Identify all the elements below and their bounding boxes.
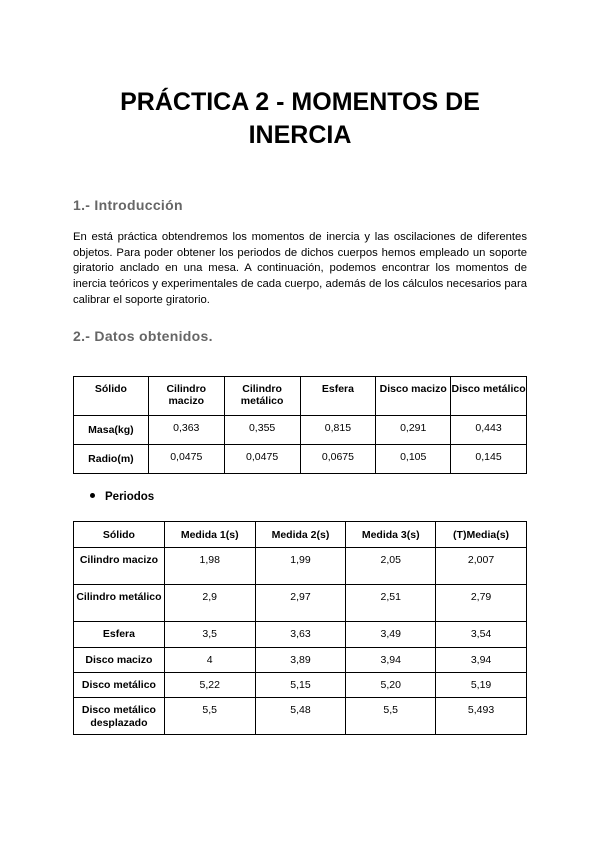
column-header: Medida 2(s) [255, 522, 346, 548]
table-row [74, 548, 527, 585]
table-cell: 0,355 [224, 416, 300, 445]
table-cell: 2,51 [346, 585, 436, 622]
table-cell: 2,9 [164, 585, 255, 622]
table-cell: 2,97 [255, 585, 346, 622]
table-periodos [73, 521, 527, 735]
title-line-2: INERCIA [248, 121, 352, 149]
column-header: Disco macizo [376, 377, 451, 416]
table-row [74, 698, 527, 735]
bullet-dot-icon [90, 493, 95, 498]
table-cell: 3,94 [436, 648, 527, 673]
title-line-1: PRÁCTICA 2 - MOMENTOS DE [120, 88, 480, 116]
table-cell: 4 [164, 648, 255, 673]
table-cell: 5,19 [436, 673, 527, 698]
table-cell: 0,363 [148, 416, 224, 445]
table-cell: 3,94 [346, 648, 436, 673]
column-header: Sólido [74, 377, 149, 416]
table-cell: 5,493 [436, 698, 527, 735]
table-cell: 5,15 [255, 673, 346, 698]
table-cell: 5,20 [346, 673, 436, 698]
section-heading-introduccion: 1.- Introducción [73, 197, 183, 213]
column-header: Esfera [300, 377, 376, 416]
table-cell: 1,98 [164, 548, 255, 585]
table-cell: 0,0675 [300, 445, 376, 474]
row-header: Disco metálico desplazado [74, 698, 165, 735]
table-cell: 0,105 [376, 445, 451, 474]
table-cell: 2,79 [436, 585, 527, 622]
table-cell: 3,54 [436, 622, 527, 648]
row-header: Masa(kg) [74, 416, 149, 445]
table-row [74, 673, 527, 698]
table-cell: 0,443 [451, 416, 527, 445]
table-row [74, 648, 527, 673]
table-row [74, 416, 527, 445]
table-cell: 5,22 [164, 673, 255, 698]
table-cell: 5,5 [164, 698, 255, 735]
table-cell: 0,291 [376, 416, 451, 445]
section-heading-datos: 2.- Datos obtenidos. [73, 328, 213, 344]
table-row [74, 445, 527, 474]
row-header: Disco metálico [74, 673, 165, 698]
column-header: Cilindro macizo [148, 377, 224, 416]
page-title [0, 86, 600, 152]
row-header: Radio(m) [74, 445, 149, 474]
row-header: Cilindro metálico [74, 585, 165, 622]
bullet-periodos [90, 491, 154, 503]
table-cell: 5,5 [346, 698, 436, 735]
table-row [74, 622, 527, 648]
column-header: Medida 1(s) [164, 522, 255, 548]
bullet-label: Periodos [105, 491, 155, 503]
column-header: Disco metálico [451, 377, 527, 416]
table-cell: 0,0475 [224, 445, 300, 474]
table-cell: 3,89 [255, 648, 346, 673]
row-header: Esfera [74, 622, 165, 648]
column-header: (T)Media(s) [436, 522, 527, 548]
table-row [74, 585, 527, 622]
table-cell: 1,99 [255, 548, 346, 585]
intro-paragraph: En está práctica obtendremos los momentos de inercia y las oscilaciones de diferentes objetos. Para poder obtener los periodos de dichos cuerpos hemos empleado un soporte giratorio anclado en una mesa. A continuación, podemos encontrar los momentos de inercia teóricos y experimentales de cada cuerpo, además de los cálculos necesarios para calibrar el soporte giratorio. [73, 231, 527, 306]
table-masa-radio [73, 376, 527, 474]
table-cell: 0,815 [300, 416, 376, 445]
table-cell: 2,007 [436, 548, 527, 585]
row-header: Disco macizo [74, 648, 165, 673]
table-cell: 2,05 [346, 548, 436, 585]
column-header: Sólido [74, 522, 165, 548]
column-header: Medida 3(s) [346, 522, 436, 548]
table-cell: 3,49 [346, 622, 436, 648]
table-cell: 3,63 [255, 622, 346, 648]
table-cell: 0,0475 [148, 445, 224, 474]
table-cell: 3,5 [164, 622, 255, 648]
row-header: Cilindro macizo [74, 548, 165, 585]
table-cell: 5,48 [255, 698, 346, 735]
table-header-row [74, 377, 527, 416]
table-header-row [74, 522, 527, 548]
table-cell: 0,145 [451, 445, 527, 474]
column-header: Cilindro metálico [224, 377, 300, 416]
